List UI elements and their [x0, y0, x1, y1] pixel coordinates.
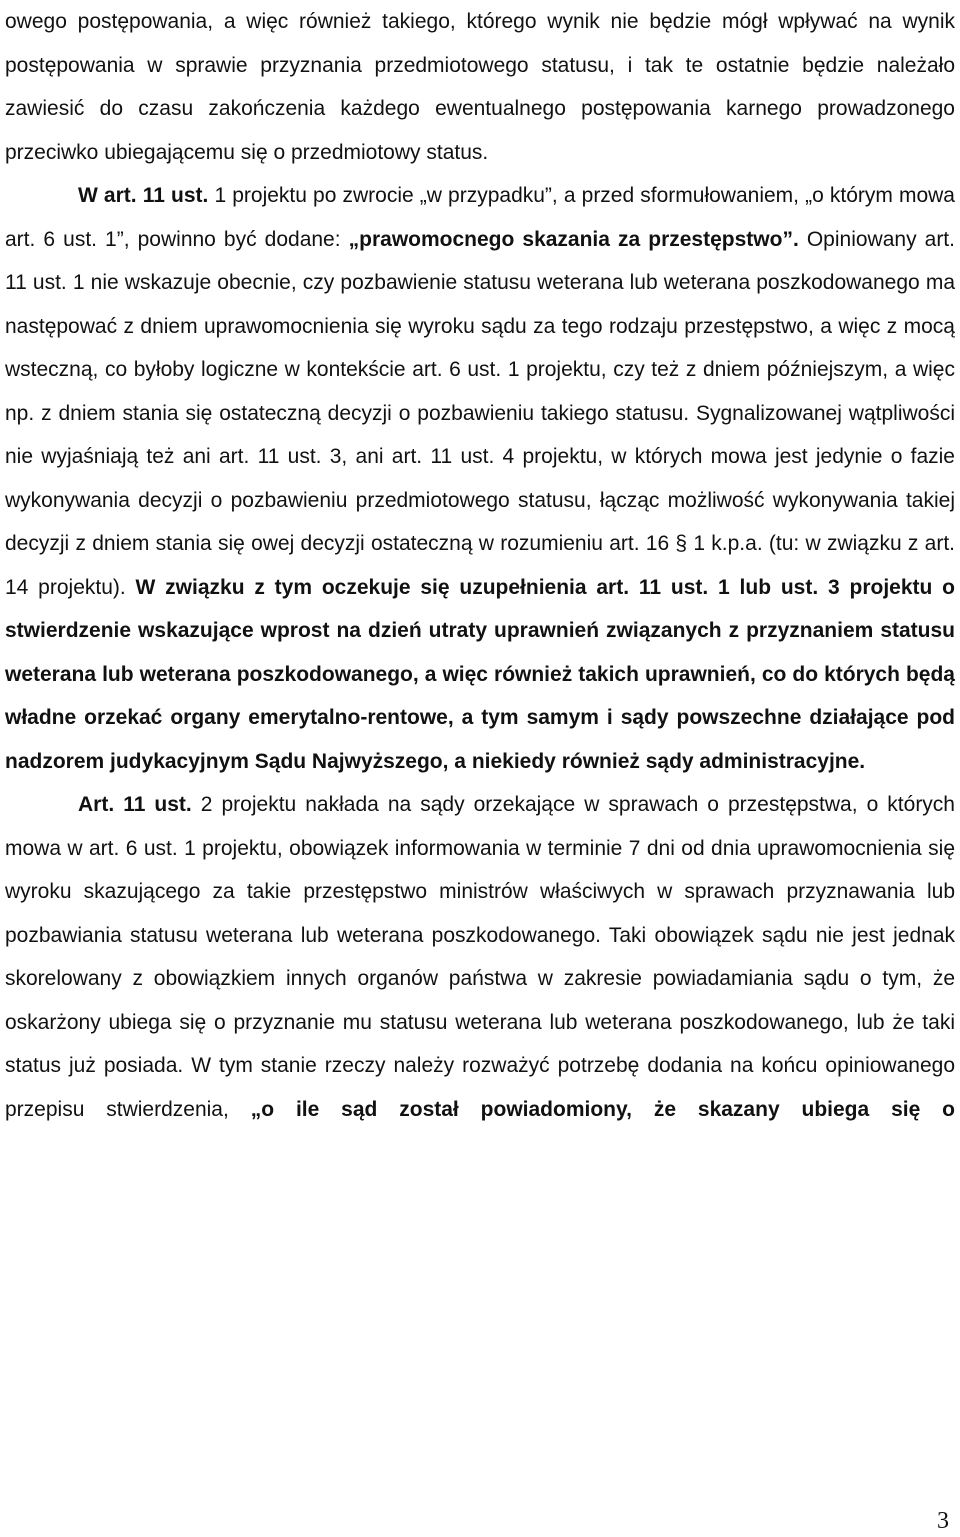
- page-number: 3: [937, 1508, 949, 1534]
- document-page: [5, 0, 955, 1534]
- paragraph-2: [5, 174, 955, 783]
- paragraph-1: [5, 0, 955, 174]
- body-text: 1 projektu po zwrocie „w przypadku”, a przed sformułowaniem, „o którym mowa art. 6 ust. 1”, powinno być dodane:: [5, 184, 955, 251]
- body-text: Opiniowany art. 11 ust. 1 nie wskazuje obecnie, czy pozbawienie statusu weterana lub weterana poszkodowanego ma następować z dniem uprawomocnienia się wyroku sądu za tego rodzaju przestępstwo, a więc z mocą wsteczną, co byłoby logiczne w kontekście art. 6 ust. 1 projektu, czy też z dniem późniejszym, a więc np. z dniem stania się ostateczną decyzji o pozbawieniu takiego statusu. Sygnalizowanej wątpliwości nie wyjaśniają też ani art. 11 ust. 3, ani art. 11 ust. 4 projektu, w których mowa jest jedynie o fazie wykonywania decyzji o pozbawieniu przedmiotowego statusu, łącząc możliwość wykonywania takiej decyzji z dniem stania się owej decyzji ostateczną w rozumieniu art. 16 § 1 k.p.a. (tu: w związku z art. 14 projektu).: [5, 227, 955, 599]
- paragraph-3: [5, 783, 955, 1131]
- document-body: [5, 0, 955, 1131]
- bold-text: W związku z tym oczekuje się uzupełnienia art. 11 ust. 1 lub ust. 3 projektu o stwierdzenie wskazujące wprost na dzień utraty uprawnień związanych z przyznaniem statusu weterana lub weterana poszkodowanego, a więc również takich uprawnień, co do których będą władne orzekać organy emerytalno-rentowe, a tym samym i sądy powszechne działające pod nadzorem judykacyjnym Sądu Najwyższego, a niekiedy również sądy administracyjne.: [5, 575, 955, 773]
- body-text: 2 projektu nakłada na sądy orzekające w sprawach o przestępstwa, o których mowa w art. 6 ust. 1 projektu, obowiązek informowania w terminie 7 dni od dnia uprawomocnienia się wyroku skazującego za takie przestępstwo ministrów właściwych w sprawach przyznawania lub pozbawiania statusu weterana lub weterana poszkodowanego. Taki obowiązek sądu nie jest jednak skorelowany z obowiązkiem innych organów państwa w zakresie powiadamiania sądu o tym, że oskarżony ubiega się o przyznanie mu statusu weterana lub weterana poszkodowanego, lub że taki status już posiada. W tym stanie rzeczy należy rozważyć potrzebę dodania na końcu opiniowanego przepisu stwierdzenia,: [5, 793, 955, 1121]
- bold-text: W art. 11 ust.: [78, 184, 209, 207]
- bold-text: „o ile sąd został powiadomiony, że skazany ubiega się o: [250, 1097, 955, 1121]
- body-text: owego postępowania, a więc również takiego, którego wynik nie będzie mógł wpływać na wynik postępowania w sprawie przyznania przedmiotowego statusu, i tak te ostatnie będzie należało zawiesić do czasu zakończenia każdego ewentualnego postępowania karnego prowadzonego przeciwko ubiegającemu się o przedmiotowy status.: [5, 10, 955, 164]
- bold-text: Art. 11 ust.: [78, 793, 192, 816]
- bold-text: „prawomocnego skazania za przestępstwo”.: [348, 227, 799, 251]
